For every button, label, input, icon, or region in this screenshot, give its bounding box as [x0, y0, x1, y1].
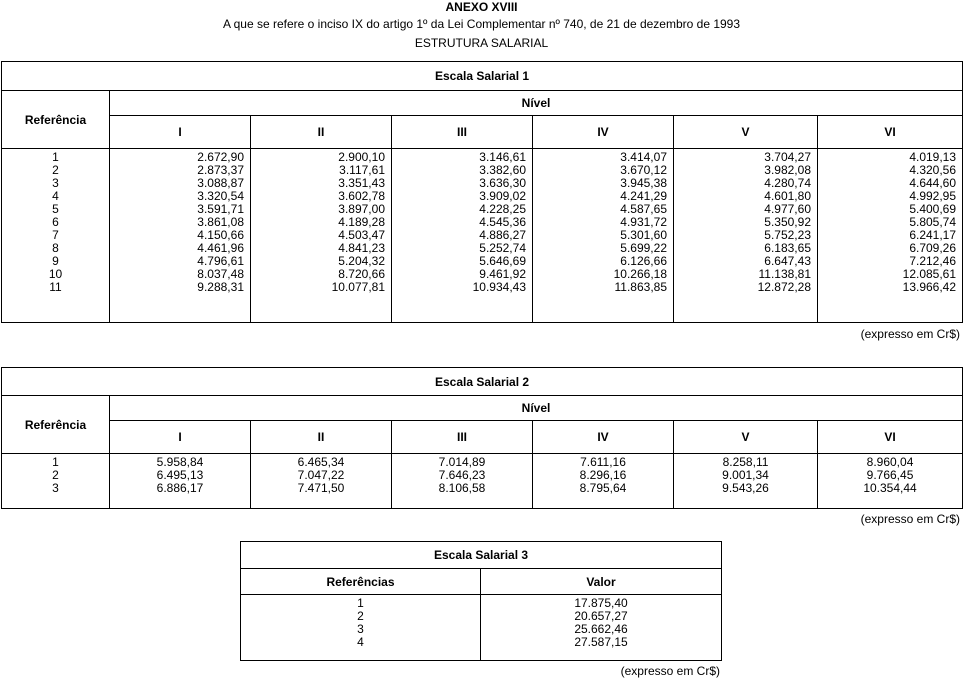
scale-1-level-header: Nível — [110, 91, 963, 116]
table-cell-value: 5.699,22 — [620, 241, 667, 255]
level-ii-column — [251, 454, 392, 509]
scale-1-title: Escala Salarial 1 — [2, 62, 963, 91]
scale-2-reference-header: Referência — [2, 396, 110, 454]
table-cell-value: 7.611,16 — [580, 455, 626, 469]
table-cell-value: 25.662,46 — [574, 622, 628, 636]
table-cell-value: 6.495,13 — [156, 468, 204, 482]
table-cell-value: 4.601,80 — [764, 189, 811, 203]
document-title: ANEXO XVIII — [445, 0, 518, 14]
table-cell-value: 2 — [52, 468, 59, 482]
scale-2-values-row — [2, 454, 963, 509]
table-cell-value: 2.672,90 — [197, 150, 244, 164]
table-cell-value: 3.670,12 — [620, 163, 667, 177]
table-cell-value: 9 — [52, 254, 59, 268]
table-cell-value: 11.863,85 — [614, 280, 667, 294]
table-cell-value: 7.047,22 — [297, 468, 345, 482]
level-header: I — [110, 116, 251, 149]
table-cell-value: 4 — [52, 189, 59, 203]
table-cell-value: 4.461,96 — [197, 241, 244, 255]
scale-2-level-header: Nível — [110, 396, 963, 421]
level-header: II — [251, 116, 392, 149]
level-v-column — [674, 149, 818, 323]
scale-1-currency-note: (expresso em Cr$) — [860, 327, 960, 341]
level-vi-column — [818, 149, 963, 323]
table-cell-value: 4.992,95 — [909, 189, 957, 203]
table-cell-value: 5 — [52, 202, 59, 216]
table-cell-value: 6.126,66 — [620, 254, 667, 268]
table-cell-value: 4.886,27 — [479, 228, 526, 242]
table-cell-value: 9.543,26 — [722, 481, 769, 495]
table-cell-value: 3 — [52, 176, 59, 190]
table-cell-value: 5.646,69 — [479, 254, 526, 268]
level-header: IV — [533, 116, 674, 149]
level-vi-column — [818, 454, 963, 509]
level-header: VI — [818, 116, 963, 149]
table-cell-value: 7.212,46 — [909, 254, 957, 268]
scale-3-references-header: Referências — [241, 569, 481, 595]
table-cell-value: 8.296,16 — [579, 468, 627, 482]
table-cell-value: 9.461,92 — [479, 267, 526, 281]
table-cell-value: 1 — [52, 455, 59, 469]
table-cell-value: 3 — [52, 481, 59, 495]
table-cell-value: 3.117,61 — [339, 163, 385, 177]
table-cell-value: 3.351,43 — [338, 176, 385, 190]
table-cell-value: 10.354,44 — [863, 481, 917, 495]
table-cell-value: 7 — [52, 228, 59, 242]
table-cell-value: 3.945,38 — [620, 176, 667, 190]
table-cell-value: 10.077,81 — [331, 280, 385, 294]
table-cell-value: 4.841,23 — [338, 241, 385, 255]
document-section: ESTRUTURA SALARIAL — [414, 36, 549, 50]
table-cell-value: 3.897,00 — [338, 202, 385, 216]
level-iv-column — [533, 454, 674, 509]
table-cell-value: 5.752,23 — [764, 228, 811, 242]
scale-3-values-row — [241, 595, 722, 661]
level-header: II — [251, 421, 392, 454]
table-cell-value: 6 — [52, 215, 59, 229]
salary-scale-1-table — [1, 61, 963, 323]
table-cell-value: 4.587,65 — [620, 202, 667, 216]
table-cell-value: 8.258,11 — [722, 455, 769, 469]
table-cell-value: 3.320,54 — [197, 189, 244, 203]
table-cell-value: 5.400,69 — [909, 202, 957, 216]
table-cell-value: 8.106,58 — [438, 481, 486, 495]
table-cell-value: 2 — [52, 163, 59, 177]
table-cell-value: 1 — [357, 596, 364, 610]
table-cell-value: 4.019,13 — [909, 150, 957, 164]
table-cell-value: 8.960,04 — [866, 455, 914, 469]
table-cell-value: 3.704,27 — [764, 150, 811, 164]
table-cell-value: 4 — [357, 635, 364, 649]
table-cell-value: 11.138,81 — [758, 267, 811, 281]
table-cell-value: 11 — [49, 280, 62, 294]
level-header: I — [110, 421, 251, 454]
table-cell-value: 3.861,08 — [197, 215, 244, 229]
table-cell-value: 7.014,89 — [438, 455, 486, 469]
table-cell-value: 6.183,65 — [764, 241, 811, 255]
level-header: III — [392, 421, 533, 454]
table-cell-value: 7.646,23 — [438, 468, 486, 482]
table-cell-value: 8 — [52, 241, 59, 255]
table-cell-value: 5.252,74 — [479, 241, 526, 255]
table-cell-value: 10.934,43 — [472, 280, 526, 294]
table-cell-value: 4.545,36 — [479, 215, 526, 229]
table-cell-value: 3.909,02 — [479, 189, 526, 203]
level-iii-column — [392, 454, 533, 509]
table-cell-value: 9.288,31 — [197, 280, 244, 294]
reference-column — [241, 595, 481, 661]
table-cell-value: 13.966,42 — [902, 280, 957, 294]
level-header: V — [674, 421, 818, 454]
table-cell-value: 4.977,60 — [764, 202, 811, 216]
scale-1-level-row — [2, 116, 963, 149]
table-cell-value: 3.382,60 — [479, 163, 526, 177]
table-cell-value: 6.465,34 — [297, 455, 345, 469]
salary-scale-2-table — [1, 367, 963, 509]
table-cell-value: 3.146,61 — [479, 150, 526, 164]
table-cell-value: 3.602,78 — [338, 189, 385, 203]
table-cell-value: 3.088,87 — [197, 176, 244, 190]
table-cell-value: 10.266,18 — [613, 267, 667, 281]
scale-2-title: Escala Salarial 2 — [2, 368, 963, 396]
table-cell-value: 8.037,48 — [197, 267, 244, 281]
level-header: VI — [818, 421, 963, 454]
table-cell-value: 5.958,84 — [156, 455, 204, 469]
table-cell-value: 6.241,17 — [909, 228, 957, 242]
scale-3-title: Escala Salarial 3 — [241, 542, 722, 569]
table-cell-value: 10 — [48, 267, 63, 281]
table-cell-value: 2.873,37 — [197, 163, 244, 177]
table-cell-value: 6.886,17 — [156, 481, 204, 495]
table-cell-value: 27.587,15 — [574, 635, 628, 649]
table-cell-value: 12.872,28 — [757, 280, 811, 294]
scale-3-currency-note: (expresso em Cr$) — [620, 664, 720, 678]
scale-1-values-row — [2, 149, 963, 323]
document-subtitle: A que se refere o inciso IX do artigo 1º da Lei Complementar nº 740, de 21 de dezembro de 1993 — [222, 17, 741, 31]
level-header: V — [674, 116, 818, 149]
level-iii-column — [392, 149, 533, 323]
table-cell-value: 4.931,72 — [620, 215, 667, 229]
table-cell-value: 3.414,07 — [620, 150, 667, 164]
table-cell-value: 3 — [357, 622, 364, 636]
table-cell-value: 5.805,74 — [909, 215, 957, 229]
table-cell-value: 4.796,61 — [197, 254, 244, 268]
scale-3-value-header: Valor — [481, 569, 722, 595]
table-cell-value: 17.875,40 — [574, 596, 628, 610]
table-cell-value: 4.228,25 — [479, 202, 526, 216]
table-cell-value: 4.320,56 — [909, 163, 957, 177]
level-i-column — [110, 149, 251, 323]
table-cell-value: 5.204,32 — [338, 254, 385, 268]
level-header: III — [392, 116, 533, 149]
value-column — [481, 595, 722, 661]
reference-column — [2, 454, 110, 509]
table-cell-value: 2 — [357, 609, 364, 623]
table-cell-value: 4.503,47 — [338, 228, 385, 242]
scale-1-reference-header: Referência — [2, 91, 110, 149]
table-cell-value: 6.709,26 — [909, 241, 957, 255]
table-cell-value: 4.280,74 — [764, 176, 811, 190]
table-cell-value: 1 — [52, 150, 59, 164]
table-cell-value: 9.766,45 — [866, 468, 914, 482]
level-i-column — [110, 454, 251, 509]
level-ii-column — [251, 149, 392, 323]
table-cell-value: 4.644,60 — [909, 176, 957, 190]
table-cell-value: 8.795,64 — [579, 481, 627, 495]
table-cell-value: 5.301,60 — [620, 228, 667, 242]
table-cell-value: 5.350,92 — [764, 215, 811, 229]
table-cell-value: 12.085,61 — [902, 267, 957, 281]
table-cell-value: 2.900,10 — [338, 150, 385, 164]
table-cell-value: 20.657,27 — [574, 609, 628, 623]
table-cell-value: 8.720,66 — [338, 267, 385, 281]
level-header: IV — [533, 421, 674, 454]
table-cell-value: 3.982,08 — [764, 163, 811, 177]
reference-column — [2, 149, 110, 323]
table-cell-value: 9.001,34 — [722, 468, 769, 482]
table-cell-value: 4.241,29 — [620, 189, 667, 203]
table-cell-value: 4.189,28 — [338, 215, 385, 229]
scale-2-currency-note: (expresso em Cr$) — [860, 512, 960, 526]
table-cell-value: 4.150,66 — [197, 228, 244, 242]
table-cell-value: 3.636,30 — [479, 176, 526, 190]
table-cell-value: 3.591,71 — [197, 202, 244, 216]
salary-scale-3-table — [240, 541, 722, 661]
level-iv-column — [533, 149, 674, 323]
table-cell-value: 6.647,43 — [764, 254, 811, 268]
level-v-column — [674, 454, 818, 509]
table-cell-value: 7.471,50 — [297, 481, 345, 495]
